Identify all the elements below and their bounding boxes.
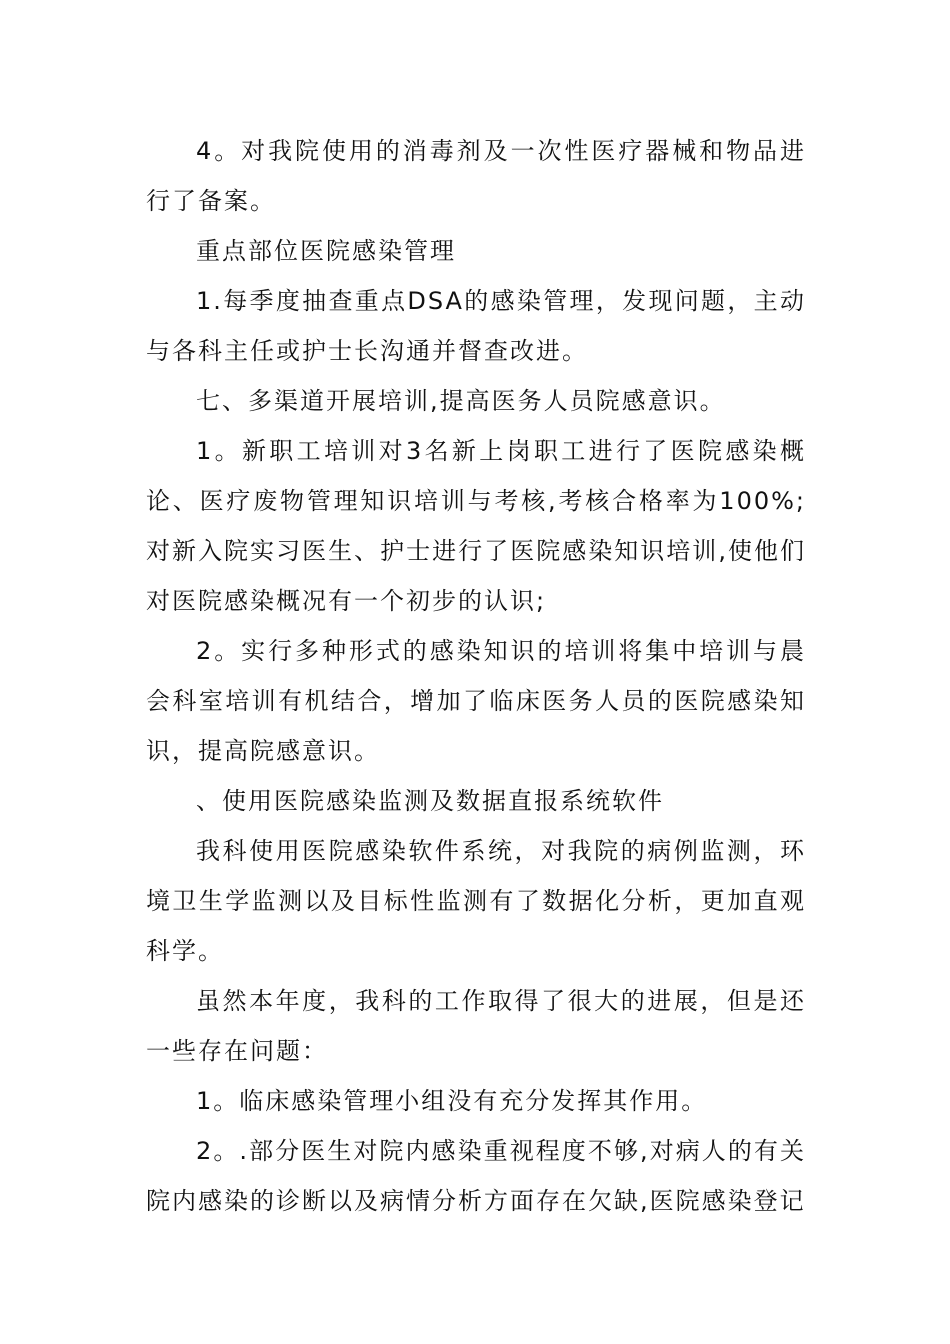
- paragraph-problem-1: 1。临床感染管理小组没有充分发挥其作用。: [196, 1087, 708, 1115]
- paragraph-dsa-inspection: 1.每季度抽查重点DSA的感染管理，发现问题，主动与各科主任或护士长沟通并督查改进。: [146, 287, 806, 365]
- paragraph-problems-intro: 虽然本年度，我科的工作取得了很大的进展，但是还一些存在问题：: [146, 987, 806, 1065]
- paragraph-multiform-training: 2。实行多种形式的感染知识的培训将集中培训与晨会科室培训有机结合，增加了临床医务人员的医院感染知识，提高院感意识。: [146, 637, 806, 765]
- paragraph-disinfectant-record: 4。对我院使用的消毒剂及一次性医疗器械和物品进行了备案。: [146, 137, 806, 215]
- paragraph-training-heading: 七、多渠道开展培训,提高医务人员院感意识。: [196, 387, 726, 415]
- paragraph-key-areas-heading: 重点部位医院感染管理: [196, 237, 456, 265]
- paragraph-problem-2: 2。.部分医生对院内感染重视程度不够,对病人的有关院内感染的诊断以及病情分析方面存在欠缺,医院感染登记: [146, 1137, 806, 1215]
- paragraph-software-use: 我科使用医院感染软件系统，对我院的病例监测，环境卫生学监测以及目标性监测有了数据化分析，更加直观科学。: [146, 837, 806, 965]
- document-body: [146, 126, 806, 1226]
- paragraph-new-staff-training: 1。新职工培训对3名新上岗职工进行了医院感染概论、医疗废物管理知识培训与考核,考核合格率为100%;对新入院实习医生、护士进行了医院感染知识培训,使他们对医院感染概况有一个初步的认识;: [146, 437, 806, 615]
- paragraph-software-heading: 、使用医院感染监测及数据直报系统软件: [196, 787, 664, 815]
